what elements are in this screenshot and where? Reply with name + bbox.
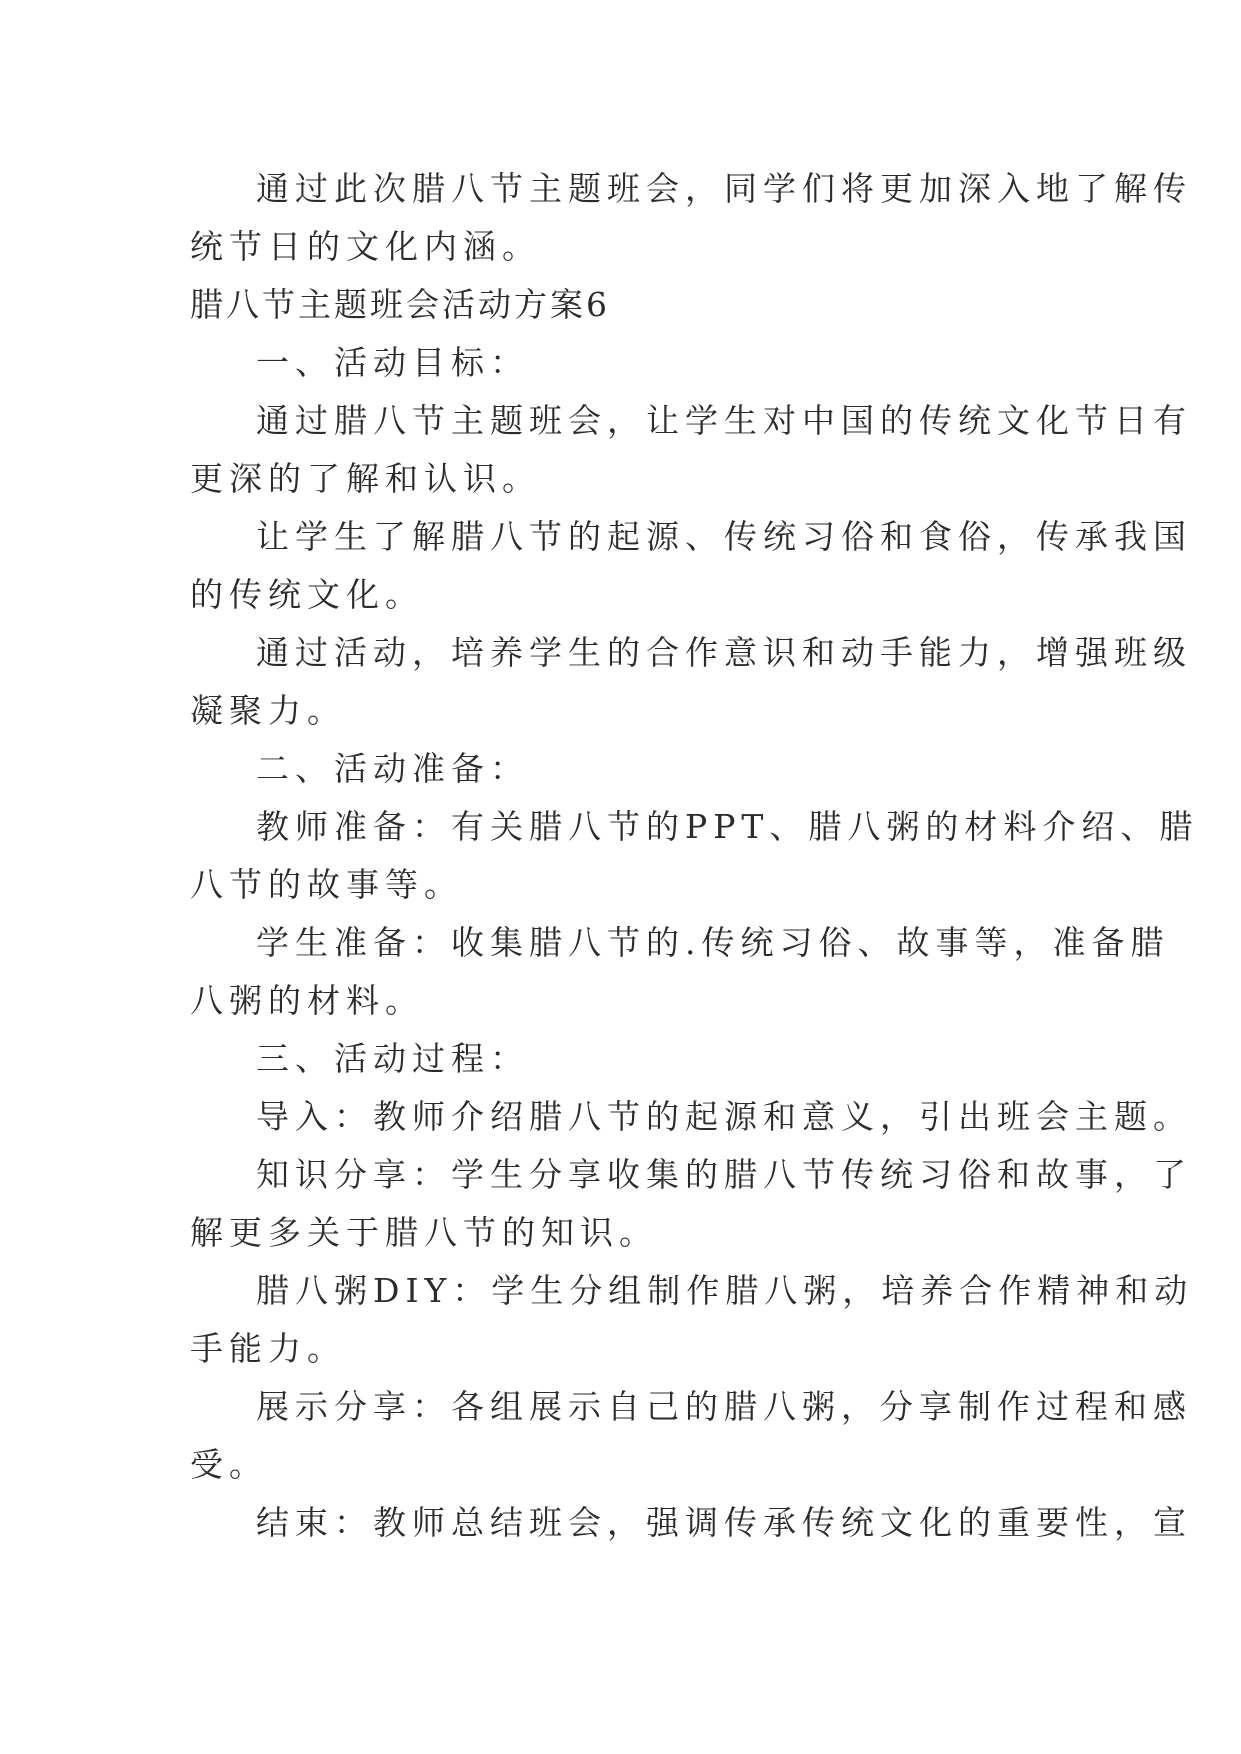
text-line: 学生准备：收集腊八节的.传统习俗、故事等，准备腊 (256, 923, 1170, 962)
text-line: 一、活动目标： (256, 343, 529, 382)
text-line: 八粥的材料。 (190, 981, 424, 1020)
paragraph (190, 1262, 1194, 1378)
paragraph (190, 798, 1199, 914)
text-line: 统节日的文化内涵。 (190, 227, 541, 266)
paragraph (190, 914, 1170, 1030)
text-line: 三、活动过程： (256, 1039, 529, 1078)
text-line: 凝聚力。 (190, 691, 346, 730)
text-line: 知识分享：学生分享收集的腊八节传统习俗和故事，了 (256, 1155, 1192, 1194)
text-line: 通过腊八节主题班会，让学生对中国的传统文化节日有 (256, 401, 1192, 440)
text-line: 展示分享：各组展示自己的腊八粥，分享制作过程和感 (256, 1387, 1192, 1426)
paragraph (190, 160, 1192, 276)
text-line: 受。 (190, 1445, 268, 1484)
text-line: 更深的了解和认识。 (190, 459, 541, 498)
text-line: 的传统文化。 (190, 575, 424, 614)
text-line: 通过此次腊八节主题班会，同学们将更加深入地了解传 (256, 169, 1192, 208)
text-line: 结束：教师总结班会，强调传承传统文化的重要性，宣 (256, 1503, 1192, 1542)
paragraph (190, 1030, 1060, 1088)
text-line: 解更多关于腊八节的知识。 (190, 1213, 658, 1252)
text-line: 通过活动，培养学生的合作意识和动手能力，增强班级 (256, 633, 1192, 672)
text-line: 教师准备：有关腊八节的PPT、腊八粥的材料介绍、腊 (256, 807, 1199, 846)
text-line: 手能力。 (190, 1329, 346, 1368)
paragraph (190, 392, 1192, 508)
text-line: 腊八粥DIY：学生分组制作腊八粥，培养合作精神和动 (256, 1271, 1194, 1310)
paragraph (190, 508, 1192, 624)
paragraph (190, 334, 1060, 392)
paragraph (190, 1378, 1192, 1494)
document-body (190, 160, 1199, 1552)
section-title (190, 276, 1060, 334)
text-line: 让学生了解腊八节的起源、传统习俗和食俗，传承我国 (256, 517, 1192, 556)
paragraph (190, 1494, 1192, 1552)
text-line: 腊八节主题班会活动方案6 (190, 285, 610, 324)
text-line: 二、活动准备： (256, 749, 529, 788)
text-line: 导入：教师介绍腊八节的起源和意义，引出班会主题。 (256, 1097, 1192, 1136)
paragraph (190, 740, 1060, 798)
paragraph (190, 624, 1192, 740)
paragraph (190, 1088, 1192, 1146)
text-line: 八节的故事等。 (190, 865, 463, 904)
paragraph (190, 1146, 1192, 1262)
